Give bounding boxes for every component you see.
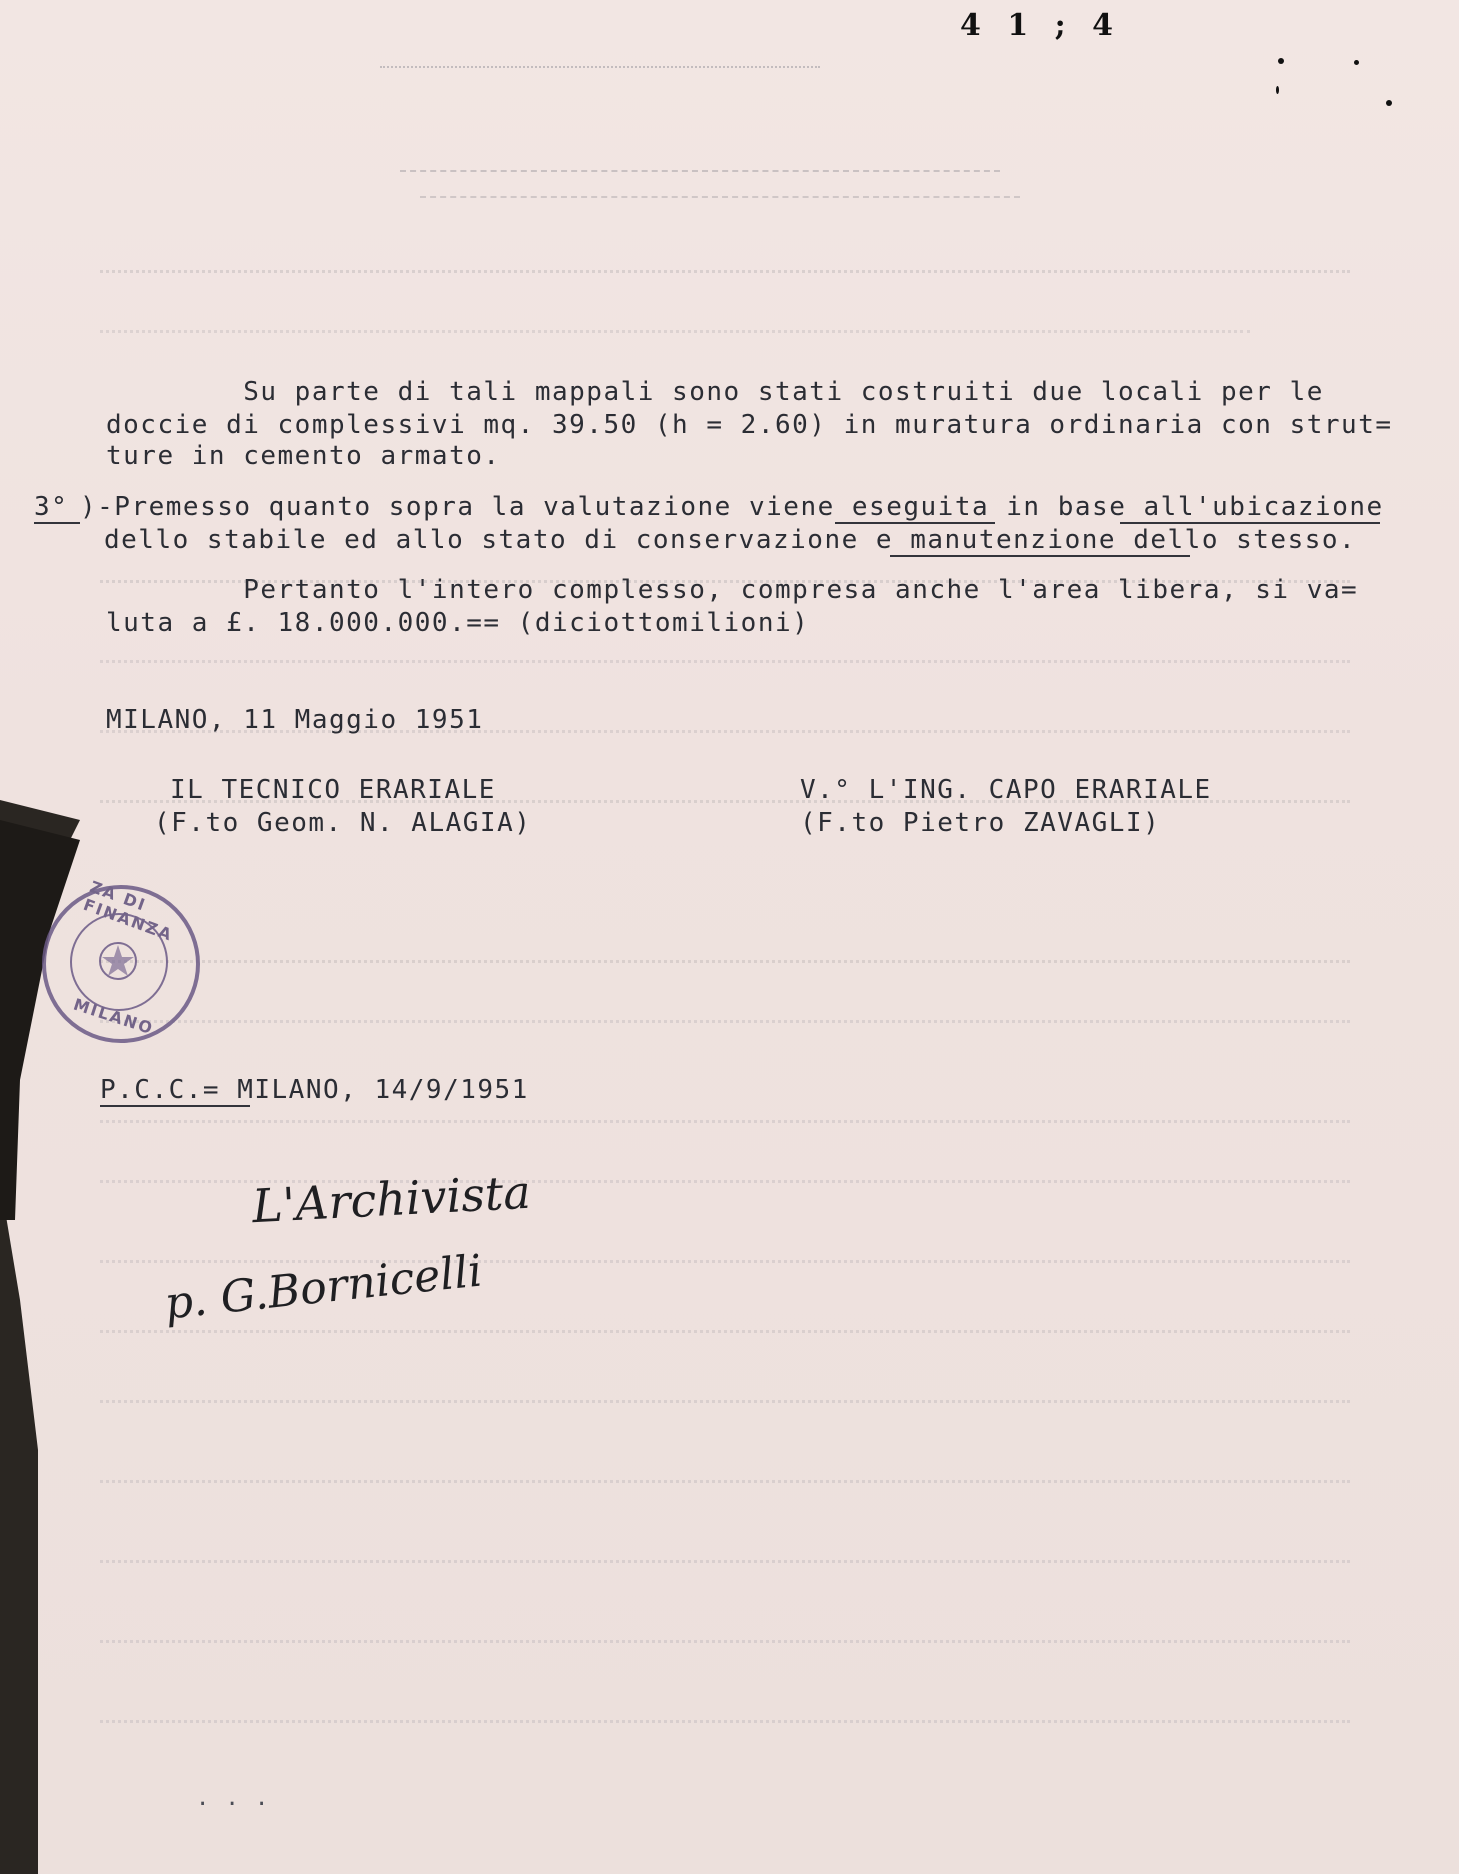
bleed-through-texture [100,1120,1350,1125]
dust-speck [1276,86,1279,94]
dust-speck [1386,100,1392,106]
stamp-top-text: ZA DI FINANZA [80,876,176,945]
bleed-through-texture [100,1400,1350,1405]
bleed-through-texture [100,960,1350,965]
bleed-through-texture [100,1330,1350,1335]
section-marker-underline [34,522,80,524]
section-line: )-Premesso quanto sopra la valutazione viene eseguita in base all'ubicazione [80,492,1384,522]
page-reference-marks: 4 1 ; 4 [960,8,1122,43]
paragraph-line: Su parte di tali mappali sono stati costruiti due locali per le [106,377,1324,407]
bleed-through-texture [380,66,820,80]
archivist-signature: p. G.Bornicelli [162,1245,485,1330]
section-line: Pertanto l'intero complesso, compresa anche l'area libera, si va= [106,575,1359,605]
place-date: MILANO, 11 Maggio 1951 [106,705,484,735]
stamp-bottom-text: MILANO [71,994,157,1039]
faint-mark: . . . [196,1786,270,1811]
dust-speck [1354,60,1359,65]
section-line: luta a £. 18.000.000.== (diciottomilioni) [106,608,810,638]
paragraph-line: ture in cemento armato. [106,441,501,471]
signature-left-name: (F.to Geom. N. ALAGIA) [154,808,532,838]
underline-manutenzione [890,555,1190,557]
bleed-through-texture [400,170,1000,174]
pcc-underline [100,1105,250,1107]
bleed-through-texture [100,1560,1350,1565]
bleed-through-texture [100,1020,1350,1025]
bleed-through-texture [100,1640,1350,1645]
bleed-through-texture [100,330,1250,335]
signature-right-name: (F.to Pietro ZAVAGLI) [800,808,1161,838]
section-line: dello stabile ed allo stato di conservazione e manutenzione dello stesso. [104,525,1357,555]
bleed-through-texture [100,1260,1350,1265]
section-marker: 3° [34,492,69,522]
bleed-through-texture [420,196,1020,200]
archivist-handwriting: L'Archivista [250,1164,532,1234]
bleed-through-texture [100,270,1350,275]
dust-speck [1278,58,1284,64]
underline-eseguita [835,522,995,524]
paragraph-line: doccie di complessivi mq. 39.50 (h = 2.60) in muratura ordinaria con strut= [106,410,1393,440]
seal-stamp-icon [42,876,200,1043]
signature-right-title: V.° L'ING. CAPO ERARIALE [800,775,1212,805]
signature-left-title: IL TECNICO ERARIALE [170,775,496,805]
republic-emblem-icon [96,939,140,983]
bleed-through-texture [100,1720,1350,1725]
bleed-through-texture [100,660,1350,665]
underline-ubicazione [1120,522,1380,524]
pcc-line: P.C.C.= MILANO, 14/9/1951 [100,1075,529,1105]
bleed-through-texture [100,1480,1350,1485]
